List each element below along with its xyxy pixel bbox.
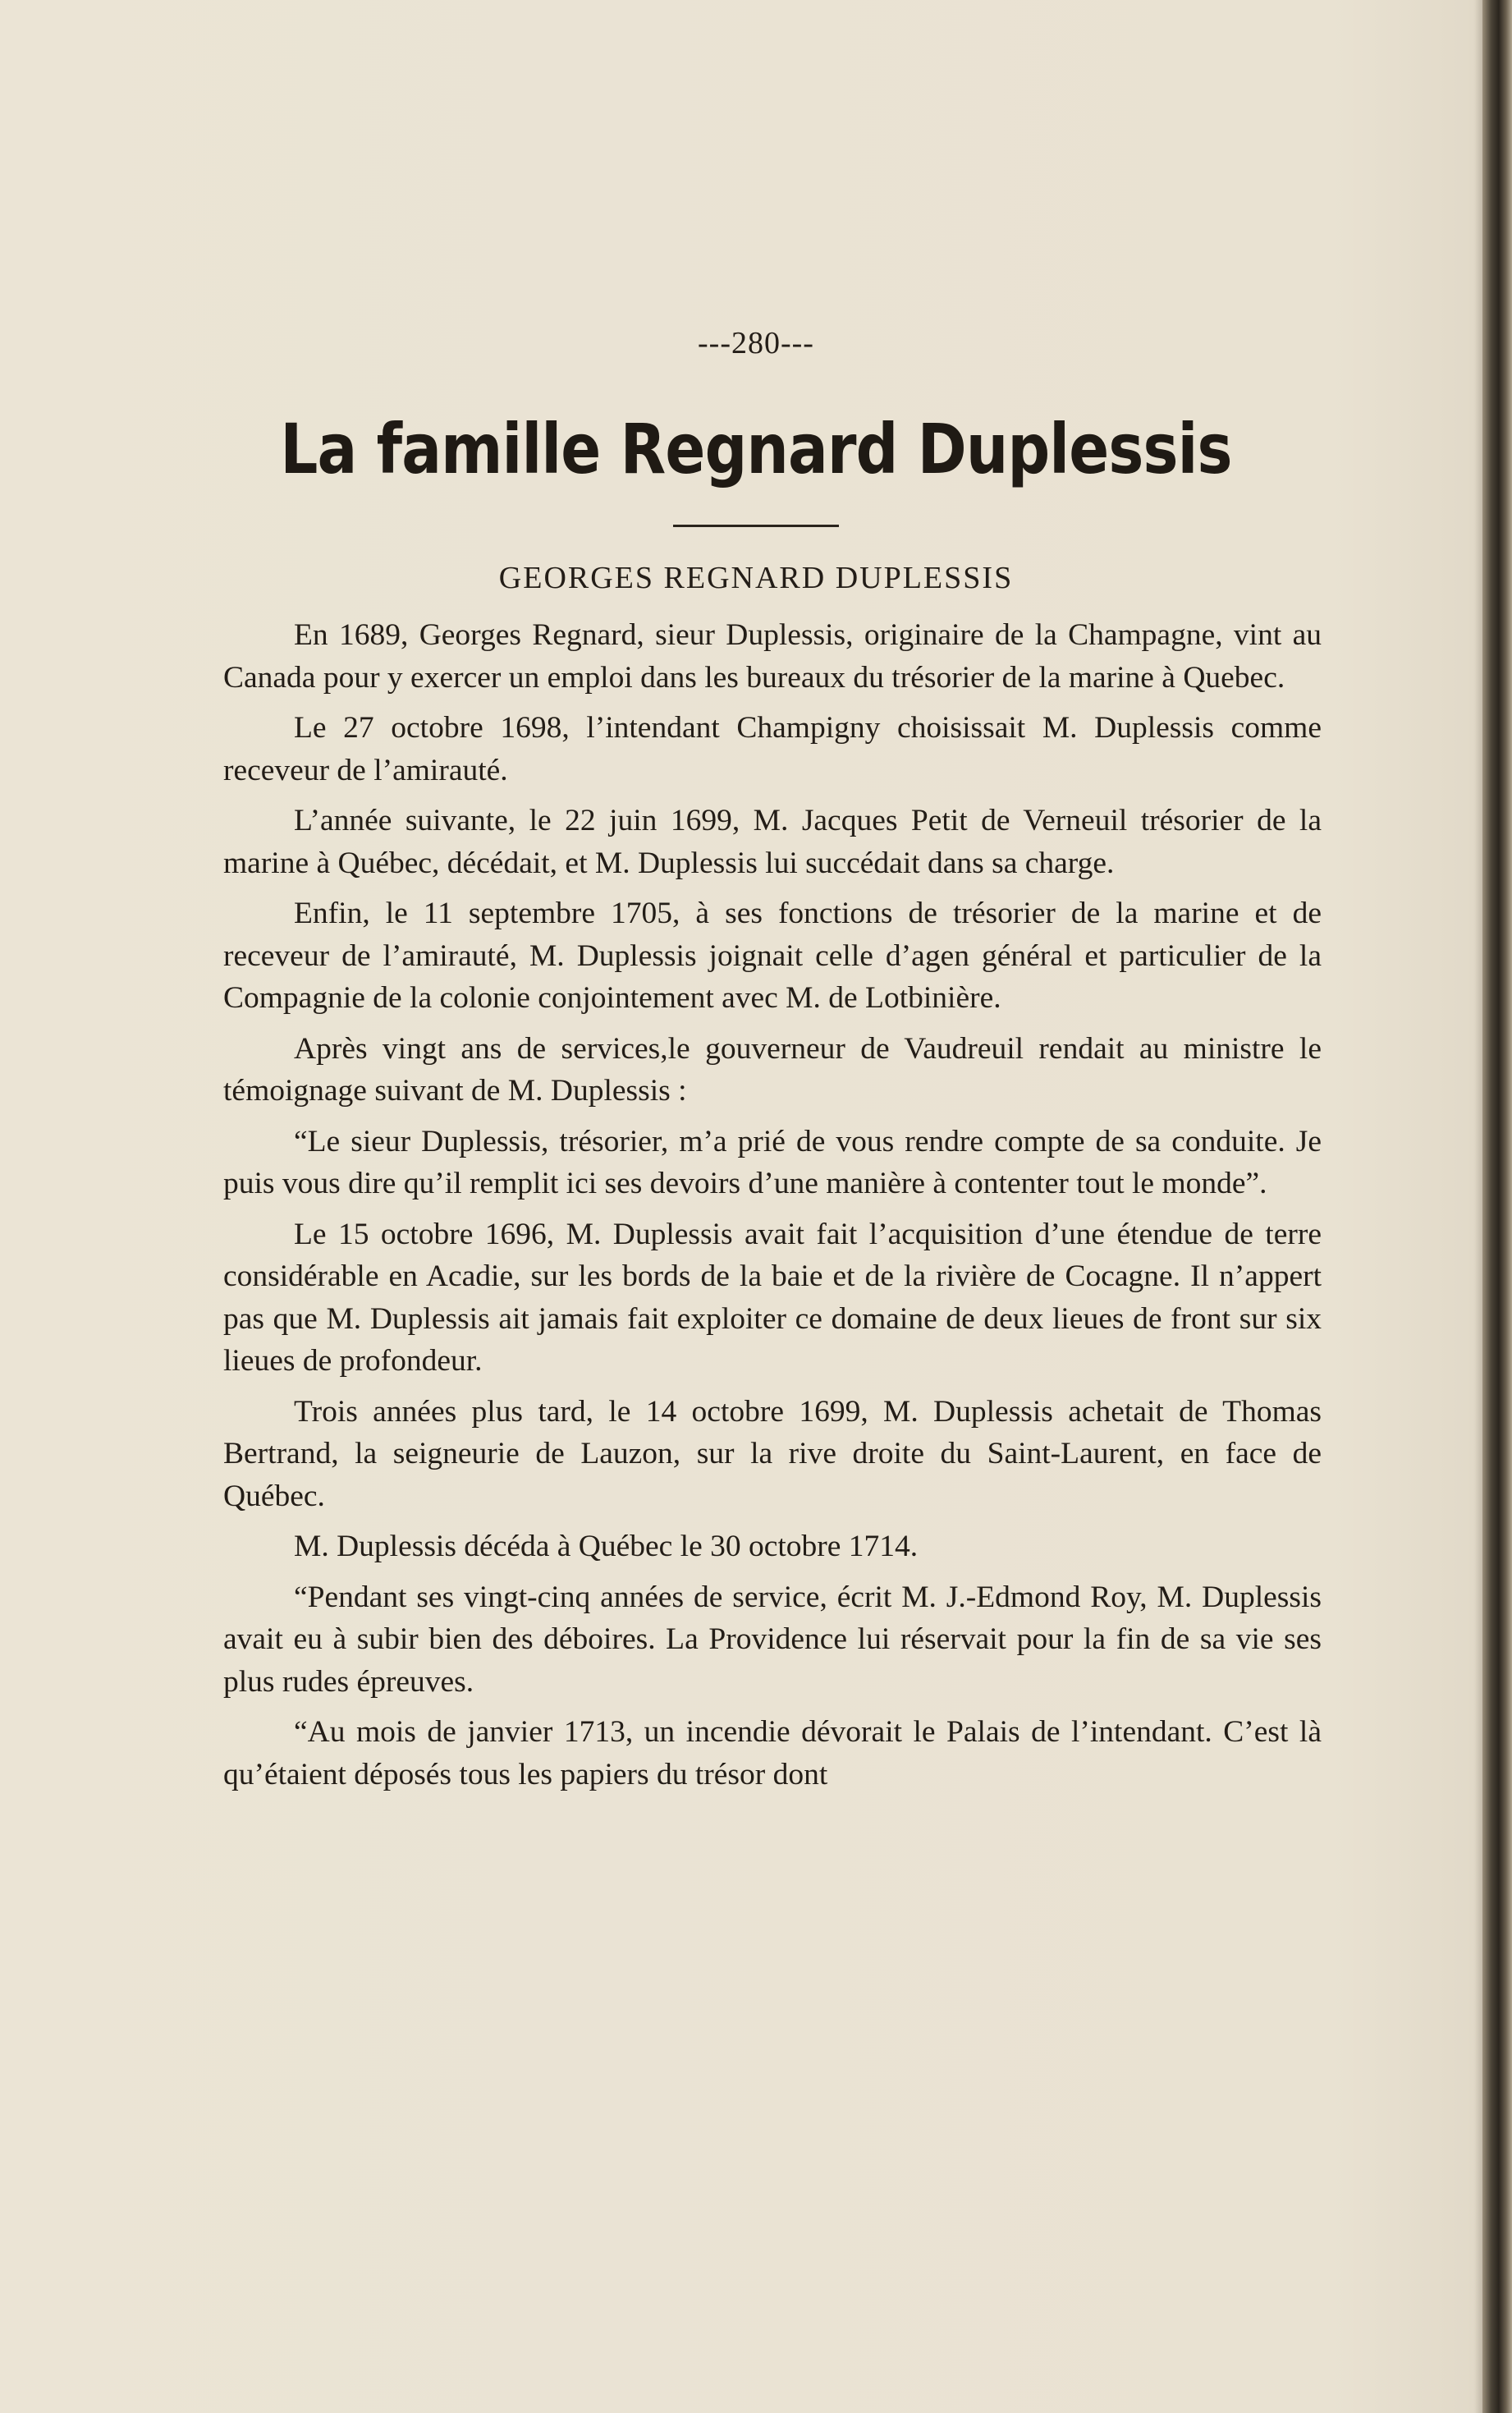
paragraph: Trois années plus tard, le 14 octobre 1699, M. Duplessis achetait de Thomas Bertrand, la seigneurie de Lauzon, sur la rive droite du Saint-Laurent, en face de Québec. — [223, 1394, 1322, 1513]
paragraph: L’année suivante, le 22 juin 1699, M. Jacques Petit de Verneuil trésorier de la marine à Québec, décédait, et M. Duplessis lui succédait dans sa charge. — [223, 804, 1322, 880]
paragraph: Après vingt ans de services,le gouverneur de Vaudreuil rendait au ministre le témoignage suivant de M. Duplessis : — [223, 1031, 1322, 1108]
paragraph: “Au mois de janvier 1713, un incendie dévorait le Palais de l’intendant. C’est là qu’étaient déposés tous les papiers du trésor dont — [223, 1715, 1322, 1791]
paragraph: “Pendant ses vingt-cinq années de service, écrit M. J.-Edmond Roy, M. Duplessis avait eu à subir bien des déboires. La Providence lui réservait pour la fin de sa vie ses plus rudes épreuves. — [223, 1580, 1322, 1699]
chapter-title: La famille Regnard Duplessis — [280, 409, 1232, 489]
page-gutter-shadow — [1474, 0, 1482, 2413]
page-number: ---280--- — [698, 326, 814, 360]
paragraph: Le 15 octobre 1696, M. Duplessis avait fait l’acquisition d’une étendue de terre considérable en Acadie, sur les bords de la baie et de la rivière de Cocagne. Il n’appert pas que M. Duplessis ait jamais fait exploiter ce domaine de deux lieues de front sur six lieues de profondeur. — [223, 1217, 1322, 1378]
paragraph: Enfin, le 11 septembre 1705, à ses fonctions de trésorier de la marine et de receveur de l’amirauté, M. Duplessis joignait celle d’agen général et particulier de la Compagnie de la colonie conjointement avec M. de Lotbinière. — [223, 897, 1322, 1015]
paragraph: Le 27 octobre 1698, l’intendant Champigny choisissait M. Duplessis comme receveur de l’amirauté. — [223, 711, 1322, 787]
title-divider — [673, 525, 839, 527]
paragraph: M. Duplessis décéda à Québec le 30 octobre 1714. — [294, 1530, 919, 1563]
section-heading: GEORGES REGNARD DUPLESSIS — [498, 561, 1014, 595]
book-spine — [1482, 0, 1512, 2413]
paragraph: “Le sieur Duplessis, trésorier, m’a prié de vous rendre compte de sa conduite. Je puis vous dire qu’il remplit ici ses devoirs d’une manière à contenter tout le monde”. — [223, 1124, 1322, 1200]
body-text — [223, 614, 1322, 1796]
paragraph: En 1689, Georges Regnard, sieur Duplessis, originaire de la Champagne, vint au Canada pour y exercer un emploi dans les bureaux du trésorier de la marine à Quebec. — [223, 618, 1322, 695]
